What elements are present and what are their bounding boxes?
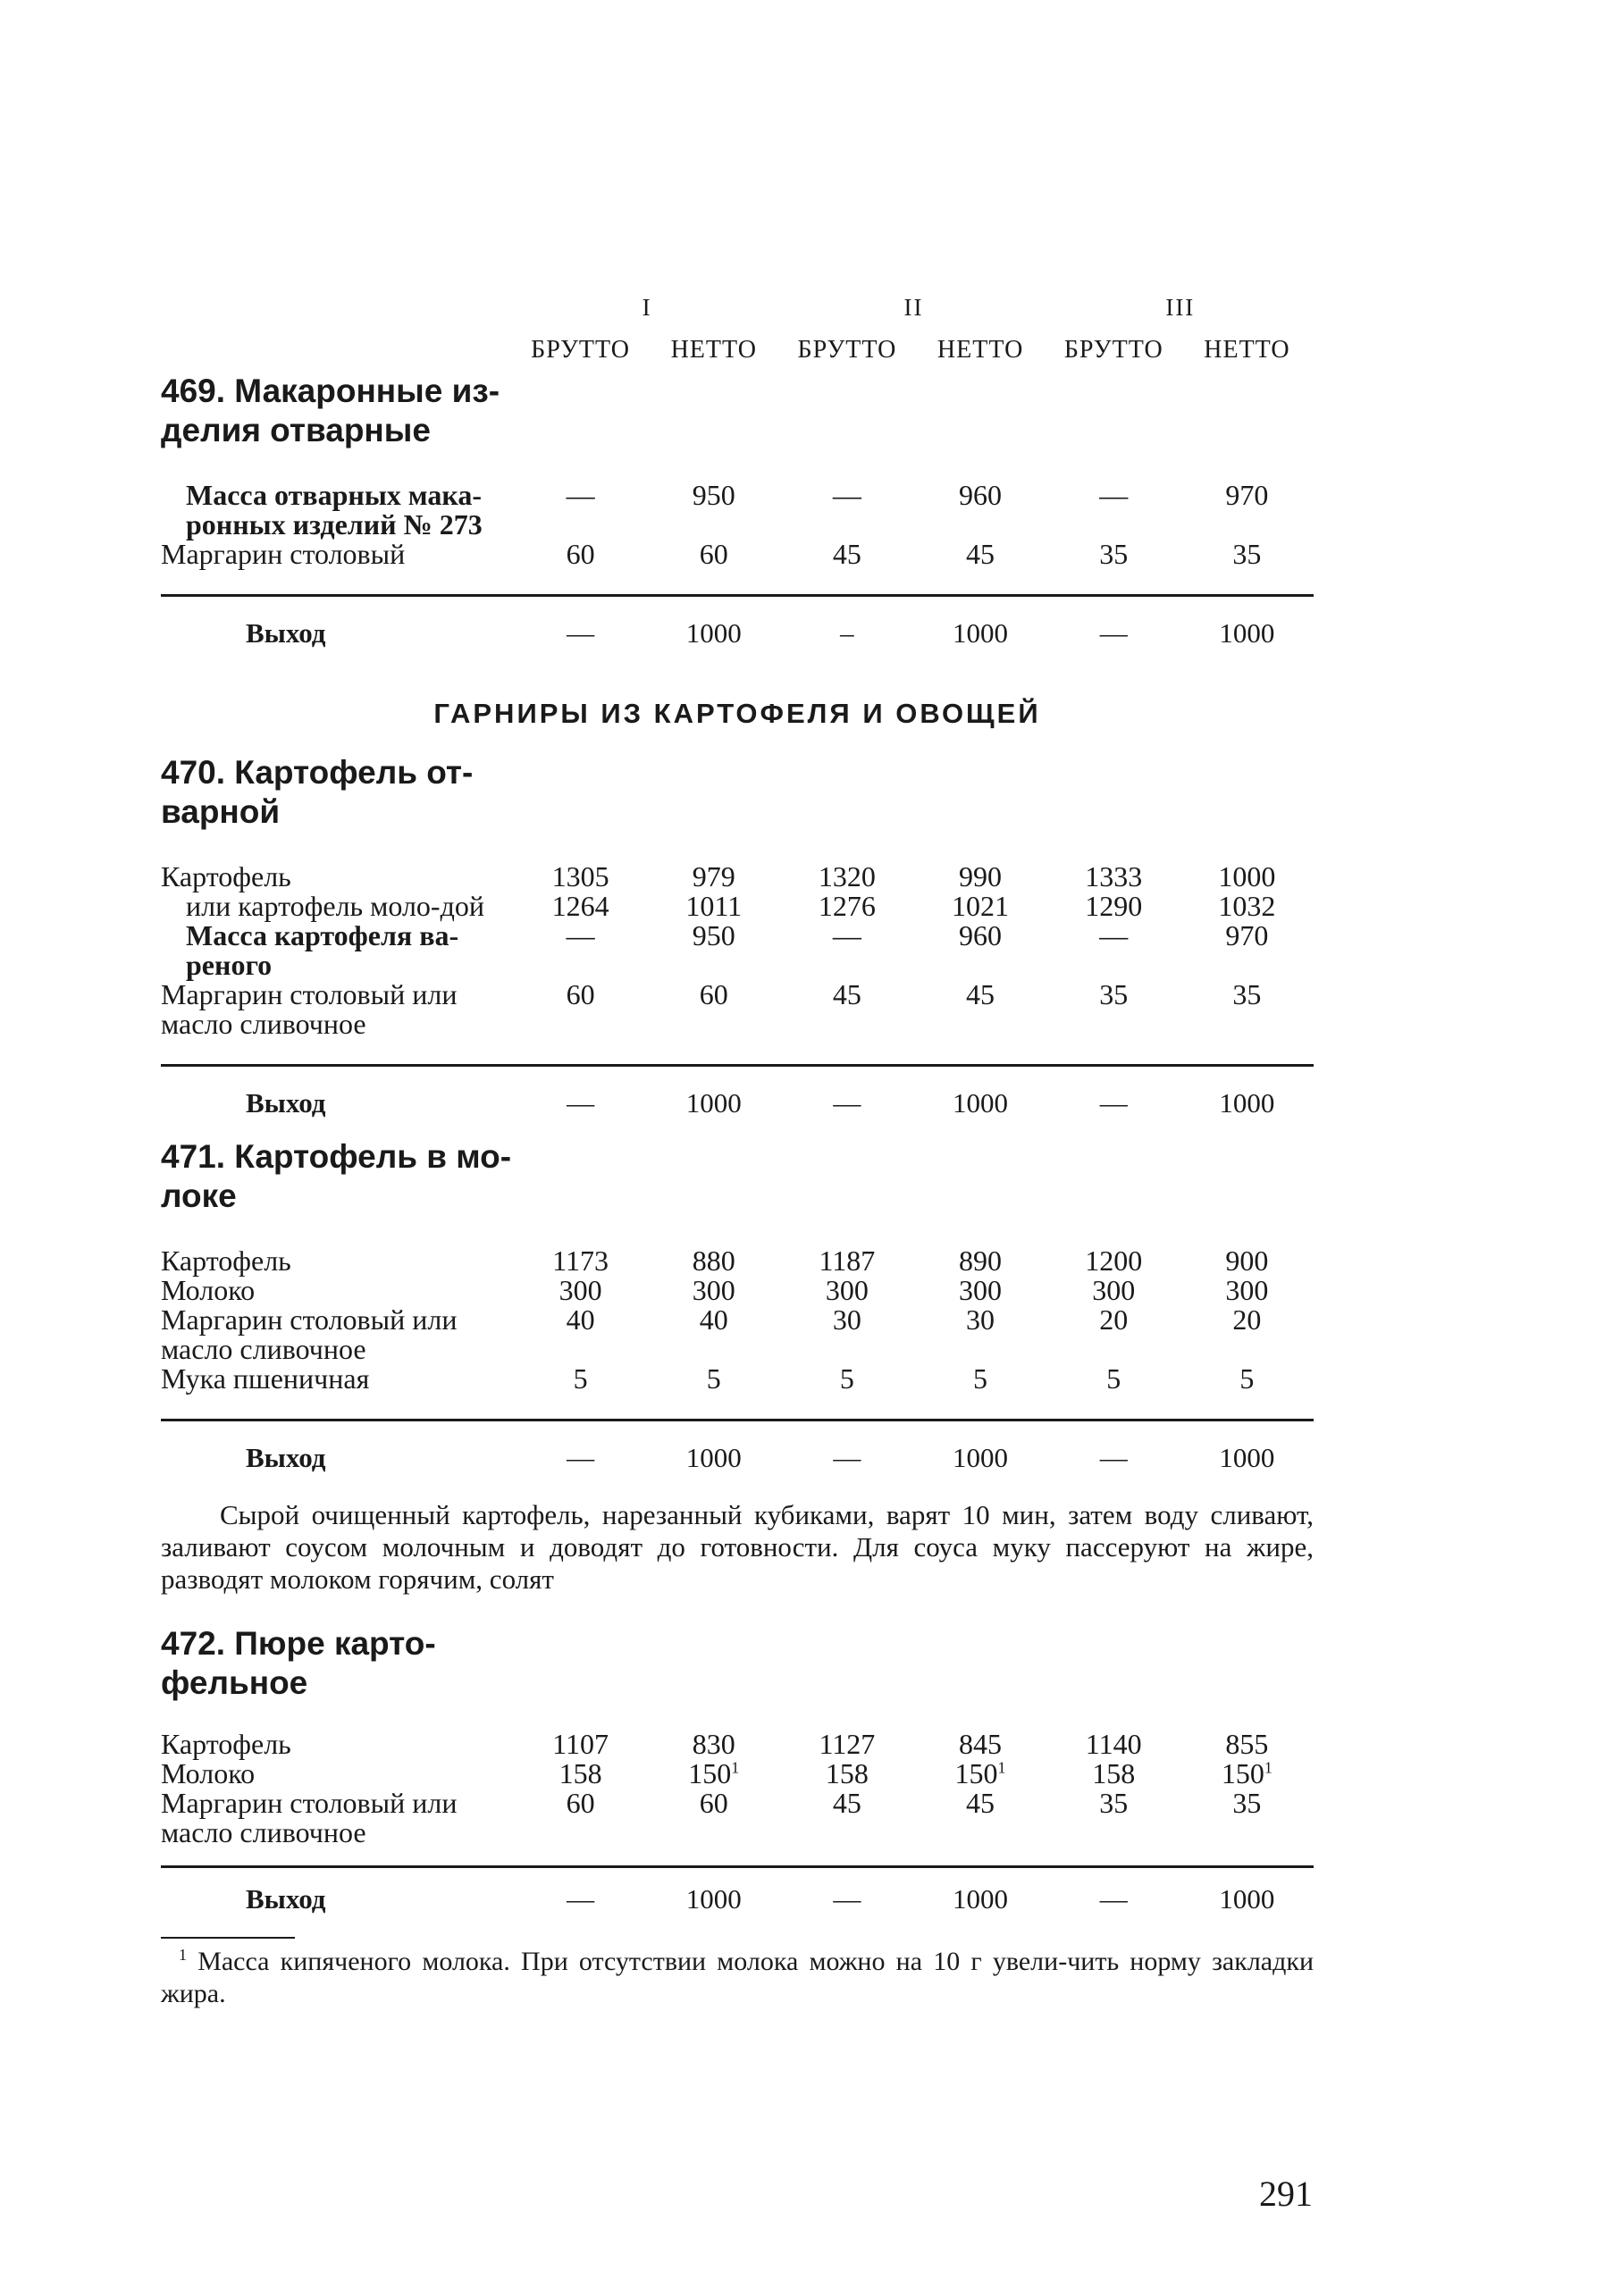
ingredient-name: Картофель (161, 860, 291, 892)
cell-value: 45 (966, 978, 995, 1010)
cell-value: 5 (973, 1362, 988, 1395)
cell-value: 1320 (818, 860, 876, 892)
cell-value: 1000 (685, 1087, 742, 1119)
cell-value: 1333 (1085, 860, 1143, 892)
cell-value: 1000 (1219, 1883, 1275, 1915)
table-row (161, 1088, 1314, 1118)
cell-value: — (567, 1883, 595, 1915)
page-content (161, 286, 1314, 2010)
cell-value: 30 (832, 1303, 861, 1336)
cell-value: 1000 (953, 617, 1009, 649)
cell-value: 60 (699, 538, 728, 570)
cell-value: 950 (692, 479, 735, 511)
cell-value: $150^1$ (954, 1757, 1006, 1789)
cell-value: 5 (1106, 1362, 1121, 1395)
cell-value: 158 (1092, 1757, 1136, 1789)
table-row (161, 1789, 1314, 1848)
cell-value: 845 (959, 1728, 1003, 1760)
cell-value: 990 (959, 860, 1003, 892)
cell-value: 1276 (818, 890, 876, 922)
recipe-table-470 (161, 862, 1314, 1039)
cell-value: 960 (959, 479, 1003, 511)
cell-value: 1173 (552, 1244, 609, 1277)
cell-value: — (1099, 1883, 1128, 1915)
column-netto: НЕТТО (1204, 336, 1290, 364)
cell-value: — (1099, 617, 1128, 649)
cell-value: 1290 (1085, 890, 1143, 922)
yield-row-469 (161, 618, 1314, 648)
cell-value: 1032 (1218, 890, 1276, 922)
column-group-i: I (642, 293, 652, 321)
table-rule (161, 1419, 1314, 1421)
footnote-mark: 1 (179, 1946, 187, 1964)
cell-value: 950 (692, 919, 735, 951)
recipe-title-471: 471. Картофель в мо-локе (161, 1138, 512, 1214)
recipe-title-472: 472. Пюре карто-фельное (161, 1625, 436, 1701)
cell-value: 1305 (551, 860, 609, 892)
yield-row-472 (161, 1884, 1314, 1914)
cell-value: 5 (573, 1362, 588, 1395)
cell-value: 60 (566, 1787, 595, 1819)
ingredient-name: Маргарин столовый или масло сливочное (161, 978, 458, 1040)
cell-value: — (1099, 1442, 1128, 1473)
cell-value: 60 (566, 538, 595, 570)
cell-value: 20 (1099, 1303, 1129, 1336)
cell-value: — (566, 919, 595, 951)
cell-value: 35 (1232, 1787, 1262, 1819)
footnote-mark: 1 (997, 1758, 1006, 1777)
table-row (161, 1364, 1314, 1394)
cell-value: 5 (1239, 1362, 1255, 1395)
yield-label: Выход (246, 1883, 326, 1915)
cell-value: $150^1$ (1221, 1757, 1272, 1789)
cell-value: 855 (1225, 1728, 1269, 1760)
cell-value: — (1099, 479, 1129, 511)
cell-value: – (840, 617, 854, 649)
cell-value: 1000 (1219, 1442, 1275, 1473)
cell-value: — (1099, 1087, 1128, 1119)
page-number: 291 (1259, 2174, 1313, 2214)
ingredient-name: Маргарин столовый или масло сливочное (161, 1787, 458, 1848)
cell-value: 1000 (685, 1883, 742, 1915)
table-row (161, 1443, 1314, 1472)
cell-value: 1000 (953, 1087, 1009, 1119)
cell-value: 158 (825, 1757, 869, 1789)
table-row (161, 1276, 1314, 1305)
cell-value: 60 (566, 978, 595, 1010)
cell-value: 1107 (552, 1728, 609, 1760)
cell-value: 880 (692, 1244, 735, 1277)
cell-value: $150^1$ (688, 1757, 740, 1789)
recipe-table-471 (161, 1246, 1314, 1394)
cell-value: 1000 (953, 1442, 1009, 1473)
cell-value: 300 (1092, 1274, 1136, 1306)
table-row (161, 1730, 1314, 1759)
yield-label: Выход (246, 617, 326, 649)
footnote-text: Масса кипяченого молока. При отсутствии молока можно на 10 г увели-чить норму закладки жира. (161, 1947, 1314, 2008)
table-rule (161, 1064, 1314, 1067)
table-rule (161, 594, 1314, 597)
table-row (161, 1884, 1314, 1914)
cell-value: 960 (959, 919, 1003, 951)
cell-value: 1011 (685, 890, 743, 922)
column-subheader (161, 329, 1314, 372)
recipe-table-469 (161, 481, 1314, 569)
yield-row-471 (161, 1443, 1314, 1472)
cell-value: 158 (559, 1757, 602, 1789)
cell-value: 35 (1099, 978, 1129, 1010)
cell-value: 5 (706, 1362, 721, 1395)
cell-value: — (833, 1087, 861, 1119)
cell-value: 60 (699, 978, 728, 1010)
recipe-note-471: Сырой очищенный картофель, нарезанный кубиками, варят 10 мин, затем воду сливают, заливают соусом молочным и доводят до готовности. Для соуса муку пассеруют на жире, разводят молоком горячим, солят (161, 1499, 1314, 1595)
cell-value: 1140 (1085, 1728, 1142, 1760)
cell-value: — (832, 919, 861, 951)
ingredient-name: Картофель (161, 1728, 291, 1760)
ingredient-name: Мука пшеничная (161, 1362, 370, 1395)
cell-value: 300 (692, 1274, 735, 1306)
cell-value: 1000 (685, 617, 742, 649)
cell-value: 60 (699, 1787, 728, 1819)
table-row (161, 980, 1314, 1039)
cell-value: 300 (825, 1274, 869, 1306)
ingredient-name: Картофель (161, 1244, 291, 1277)
cell-value: 900 (1225, 1244, 1269, 1277)
cell-value: 1021 (952, 890, 1010, 922)
cell-value: 45 (832, 538, 861, 570)
table-row (161, 862, 1314, 892)
column-netto: НЕТТО (670, 336, 757, 364)
footnote-mark: 1 (1264, 1758, 1272, 1777)
table-rule (161, 1865, 1314, 1868)
table-row (161, 1305, 1314, 1364)
table-row (161, 1759, 1314, 1789)
table-row (161, 618, 1314, 648)
cell-value: 35 (1099, 1787, 1129, 1819)
cell-value: 1000 (953, 1883, 1009, 1915)
cell-value: 300 (959, 1274, 1003, 1306)
cell-value: 300 (1225, 1274, 1269, 1306)
column-brutto: БРУТТО (797, 336, 897, 364)
cell-value: 970 (1225, 919, 1269, 951)
ingredient-name: Молоко (161, 1757, 256, 1789)
column-brutto: БРУТТО (1063, 336, 1163, 364)
footnote-mark: 1 (731, 1758, 740, 1777)
cell-value: 1264 (551, 890, 609, 922)
cell-value: 1000 (1219, 617, 1275, 649)
ingredient-name: Маргарин столовый или масло сливочное (161, 1303, 458, 1365)
yield-label: Выход (246, 1087, 326, 1119)
cell-value: 35 (1232, 538, 1262, 570)
cell-value: 45 (966, 1787, 995, 1819)
cell-value: 300 (559, 1274, 602, 1306)
cell-value: 40 (699, 1303, 728, 1336)
footnote (161, 1946, 1314, 2010)
yield-label: Выход (246, 1442, 326, 1473)
cell-value: — (832, 479, 861, 511)
cell-value: 45 (832, 978, 861, 1010)
table-row (161, 892, 1314, 921)
recipe-table-472 (161, 1730, 1314, 1848)
cell-value: — (567, 617, 595, 649)
cell-value: — (833, 1442, 861, 1473)
ingredient-name: Маргарин столовый (161, 538, 406, 570)
table-row (161, 921, 1314, 980)
cell-value: 979 (692, 860, 735, 892)
ingredient-name: Молоко (161, 1274, 256, 1306)
recipe-title-470: 470. Картофель от-варной (161, 754, 474, 830)
cell-value: 1127 (819, 1728, 876, 1760)
column-group-ii: II (903, 293, 924, 321)
cell-value: 1200 (1085, 1244, 1143, 1277)
cell-value: 1000 (1219, 1087, 1275, 1119)
cell-value: 5 (839, 1362, 854, 1395)
column-brutto: БРУТТО (531, 336, 630, 364)
cell-value: 1187 (819, 1244, 876, 1277)
cell-value: 35 (1232, 978, 1262, 1010)
cell-value: — (833, 1883, 861, 1915)
section-title: ГАРНИРЫ ИЗ КАРТОФЕЛЯ И ОВОЩЕЙ (433, 698, 1041, 729)
cell-value: 970 (1225, 479, 1269, 511)
yield-row-470 (161, 1088, 1314, 1118)
cell-value: — (566, 479, 595, 511)
table-row (161, 481, 1314, 540)
cell-value: 40 (566, 1303, 595, 1336)
cell-value: 890 (959, 1244, 1003, 1277)
ingredient-name: Масса картофеля ва-реного (186, 919, 459, 981)
cell-value: 20 (1232, 1303, 1262, 1336)
cell-value: 30 (966, 1303, 995, 1336)
column-netto: НЕТТО (936, 336, 1024, 364)
cell-value: 1000 (1218, 860, 1276, 892)
cell-value: 45 (966, 538, 995, 570)
column-groups-header (161, 286, 1314, 329)
cell-value: 830 (692, 1728, 735, 1760)
cell-value: — (567, 1442, 595, 1473)
ingredient-name: Масса отварных мака-ронных изделий № 273 (186, 479, 483, 540)
cell-value: — (1099, 919, 1129, 951)
column-group-iii: III (1165, 293, 1196, 321)
recipe-title-469: 469. Макаронные из-делия отварные (161, 373, 500, 448)
cell-value: 45 (832, 1787, 861, 1819)
table-row (161, 1246, 1314, 1276)
ingredient-name: или картофель моло-дой (186, 890, 484, 922)
cell-value: 35 (1099, 538, 1129, 570)
cell-value: 1000 (685, 1442, 742, 1473)
footnote-divider (161, 1937, 295, 1939)
cell-value: — (567, 1087, 595, 1119)
table-row (161, 540, 1314, 569)
